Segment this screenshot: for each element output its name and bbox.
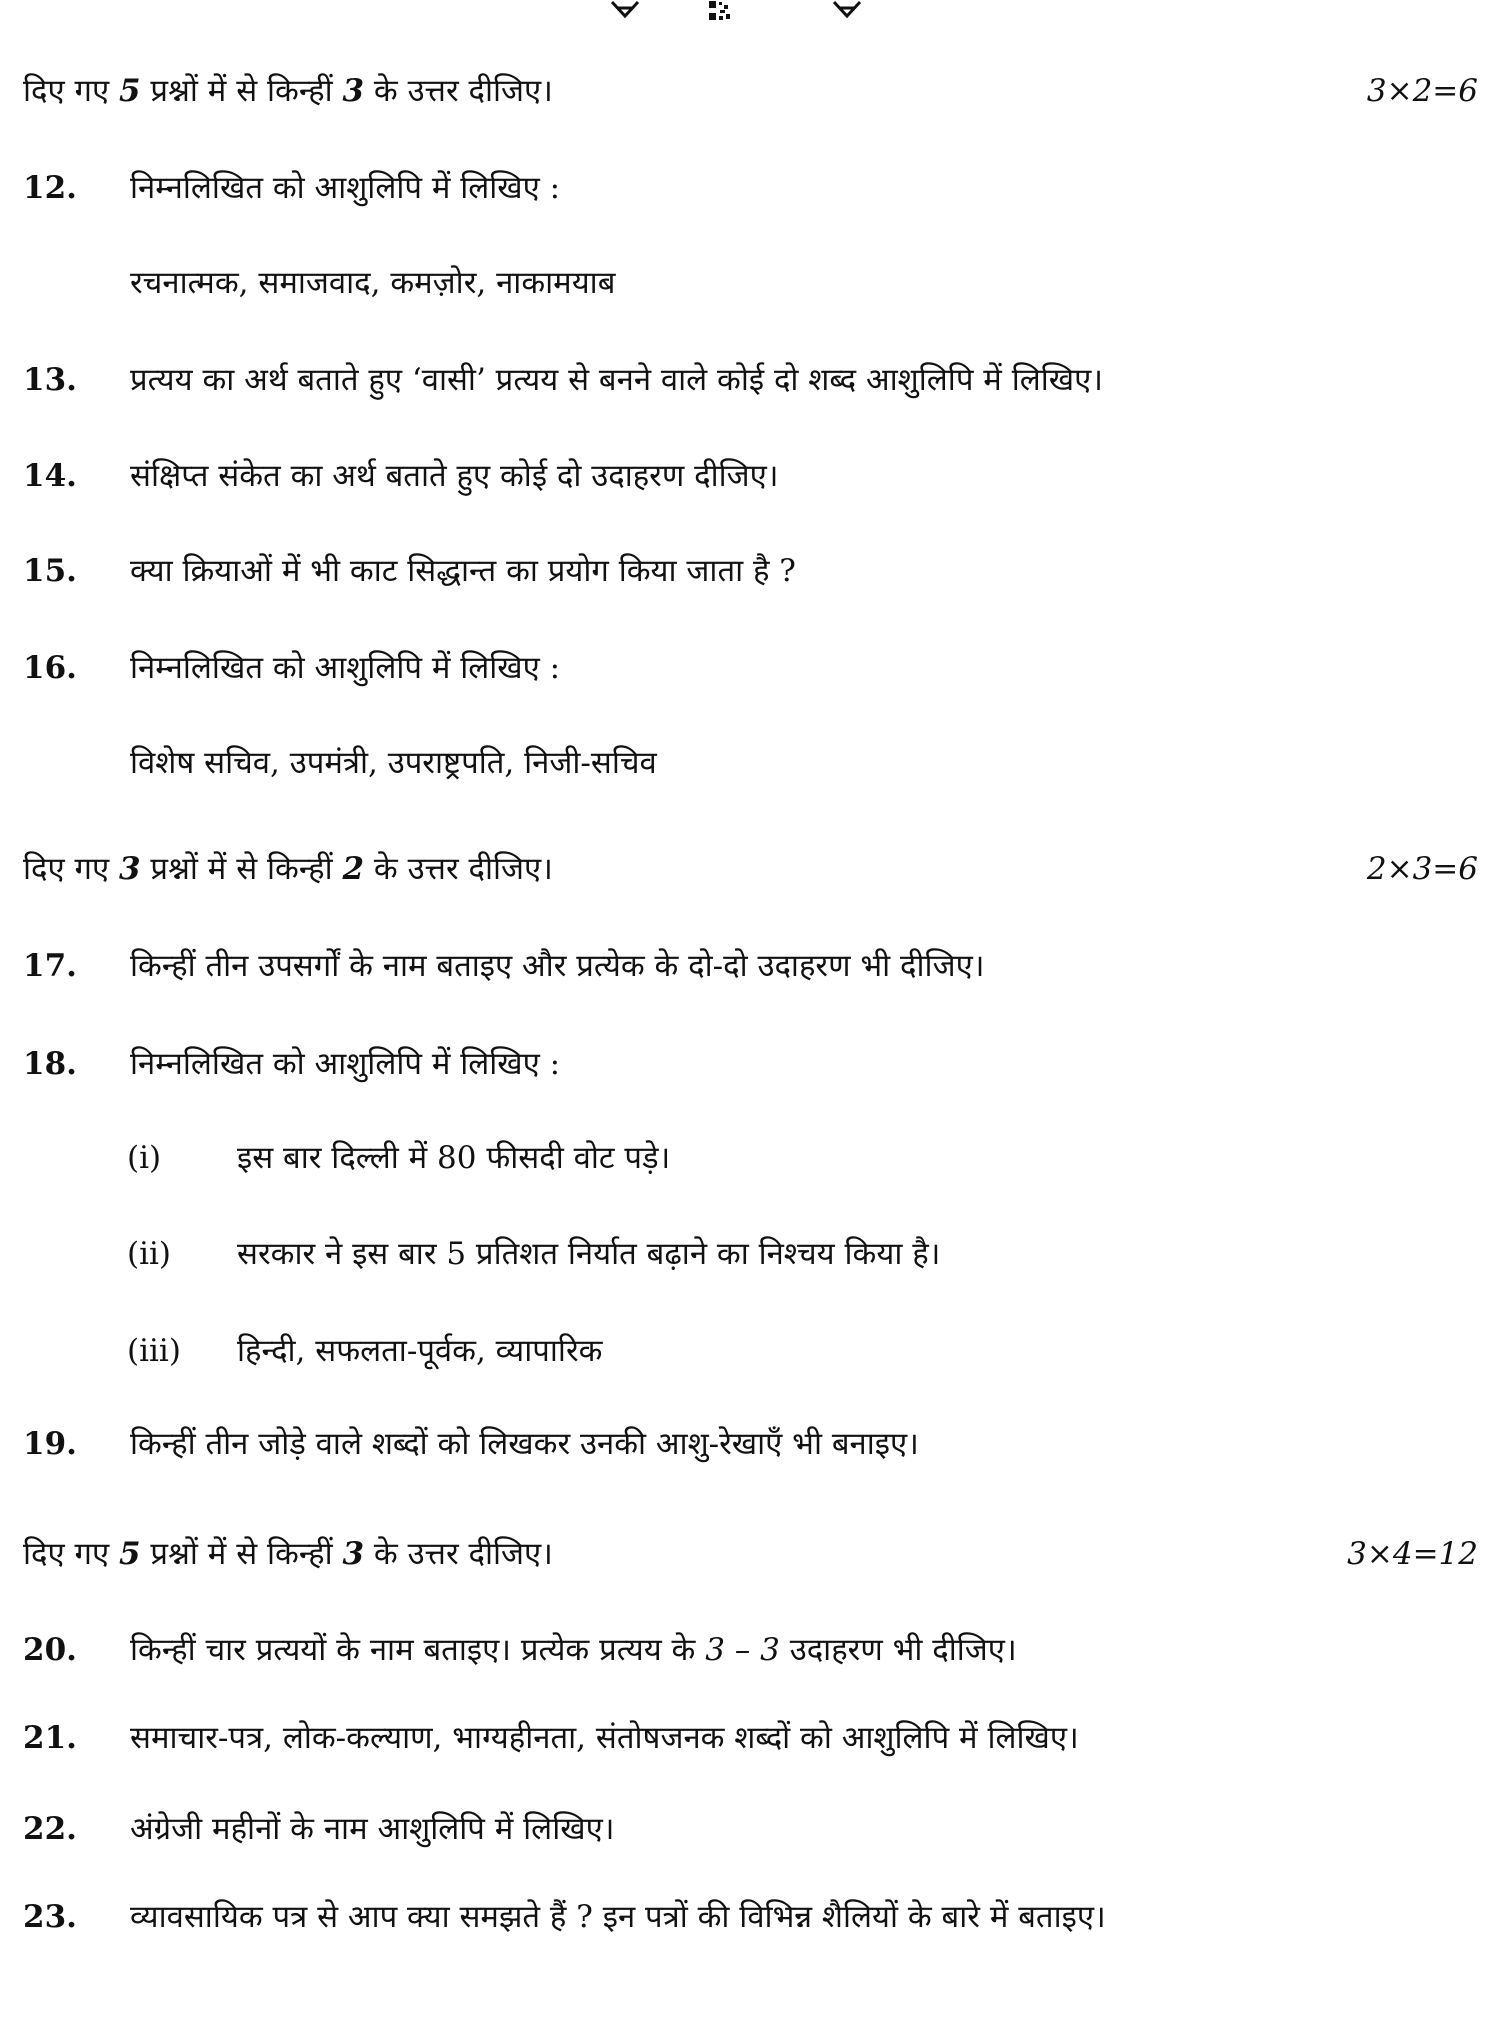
sub-part-number: (ii)	[127, 1236, 172, 1272]
question-number: 15.	[23, 553, 77, 589]
question-count: 5	[118, 1536, 141, 1572]
question-text: निम्नलिखित को आशुलिपि में लिखिए :	[130, 650, 561, 686]
question-words: रचनात्मक, समाजवाद, कमज़ोर, नाकामयाब	[130, 265, 616, 301]
qr-code-icon	[708, 0, 732, 22]
question-text: व्यावसायिक पत्र से आप क्या समझते हैं ? इन पत्रों की विभिन्न शैलियों के बारे में बताइए।	[130, 1899, 1106, 1935]
registration-mark-icon	[832, 0, 862, 22]
sub-part-text: इस बार दिल्ली में 80 फीसदी वोट पड़े।	[237, 1140, 671, 1176]
question-number: 16.	[23, 650, 77, 686]
instruction-text: के उत्तर दीजिए।	[364, 851, 553, 887]
question-count: 3	[118, 851, 141, 887]
math-expression: 3 – 3	[705, 1632, 780, 1668]
question-number: 22.	[23, 1811, 77, 1847]
question-text: समाचार-पत्र, लोक-कल्याण, भाग्यहीनता, संतोषजनक शब्दों को आशुलिपि में लिखिए।	[130, 1720, 1079, 1756]
question-number: 23.	[23, 1899, 77, 1935]
question-text: निम्नलिखित को आशुलिपि में लिखिए :	[130, 170, 561, 206]
instruction-text: के उत्तर दीजिए।	[364, 1536, 553, 1572]
sub-part-text: सरकार ने इस बार 5 प्रतिशत निर्यात बढ़ाने का निश्चय किया है।	[237, 1236, 941, 1272]
question-number: 19.	[23, 1426, 77, 1462]
registration-mark-icon	[610, 0, 640, 22]
question-number: 20.	[23, 1632, 77, 1668]
answer-count: 3	[342, 73, 365, 109]
question-text: प्रत्यय का अर्थ बताते हुए ‘वासी’ प्रत्यय से बनने वाले कोई दो शब्द आशुलिपि में लिखिए।	[130, 362, 1104, 398]
instruction-text: प्रश्नों में से किन्हीं	[140, 73, 343, 109]
instruction-text: के उत्तर दीजिए।	[364, 73, 553, 109]
section-instruction	[23, 1534, 553, 1574]
sub-part-number: (iii)	[127, 1333, 181, 1369]
question-text: किन्हीं तीन उपसर्गों के नाम बताइए और प्रत्येक के दो-दो उदाहरण भी दीजिए।	[130, 948, 985, 984]
sub-part-text: हिन्दी, सफलता-पूर्वक, व्यापारिक	[237, 1333, 603, 1369]
page-header-marks	[0, 0, 1505, 24]
question-text: क्या क्रियाओं में भी काट सिद्धान्त का प्रयोग किया जाता है ?	[130, 553, 796, 589]
question-number: 14.	[23, 458, 77, 494]
instruction-text: दिए गए	[23, 1536, 119, 1572]
question-number: 17.	[23, 948, 77, 984]
question-text	[130, 1630, 1017, 1670]
question-text-part: उदाहरण भी दीजिए।	[779, 1632, 1017, 1668]
instruction-text: दिए गए	[23, 851, 119, 887]
section-marks: 2×3=6	[1366, 851, 1478, 887]
question-count: 5	[118, 73, 141, 109]
instruction-text: दिए गए	[23, 73, 119, 109]
question-text: अंग्रेजी महीनों के नाम आशुलिपि में लिखिए।	[130, 1811, 615, 1847]
question-text: संक्षिप्त संकेत का अर्थ बताते हुए कोई दो उदाहरण दीजिए।	[130, 458, 779, 494]
instruction-text: प्रश्नों में से किन्हीं	[140, 1536, 343, 1572]
instruction-text: प्रश्नों में से किन्हीं	[140, 851, 343, 887]
question-number: 18.	[23, 1046, 77, 1082]
question-text: निम्नलिखित को आशुलिपि में लिखिए :	[130, 1046, 561, 1082]
answer-count: 2	[342, 851, 365, 887]
question-text: किन्हीं तीन जोड़े वाले शब्दों को लिखकर उनकी आशु-रेखाएँ भी बनाइए।	[130, 1426, 919, 1462]
question-number: 13.	[23, 362, 77, 398]
question-text-part: किन्हीं चार प्रत्ययों के नाम बताइए। प्रत्येक प्रत्यय के	[130, 1632, 706, 1668]
section-marks: 3×2=6	[1366, 73, 1478, 109]
section-marks: 3×4=12	[1347, 1536, 1478, 1572]
sub-part-number: (i)	[127, 1140, 162, 1176]
section-instruction	[23, 71, 553, 111]
question-number: 12.	[23, 170, 77, 206]
section-instruction	[23, 849, 553, 889]
question-number: 21.	[23, 1720, 77, 1756]
answer-count: 3	[342, 1536, 365, 1572]
question-words: विशेष सचिव, उपमंत्री, उपराष्ट्रपति, निजी-सचिव	[130, 745, 657, 781]
